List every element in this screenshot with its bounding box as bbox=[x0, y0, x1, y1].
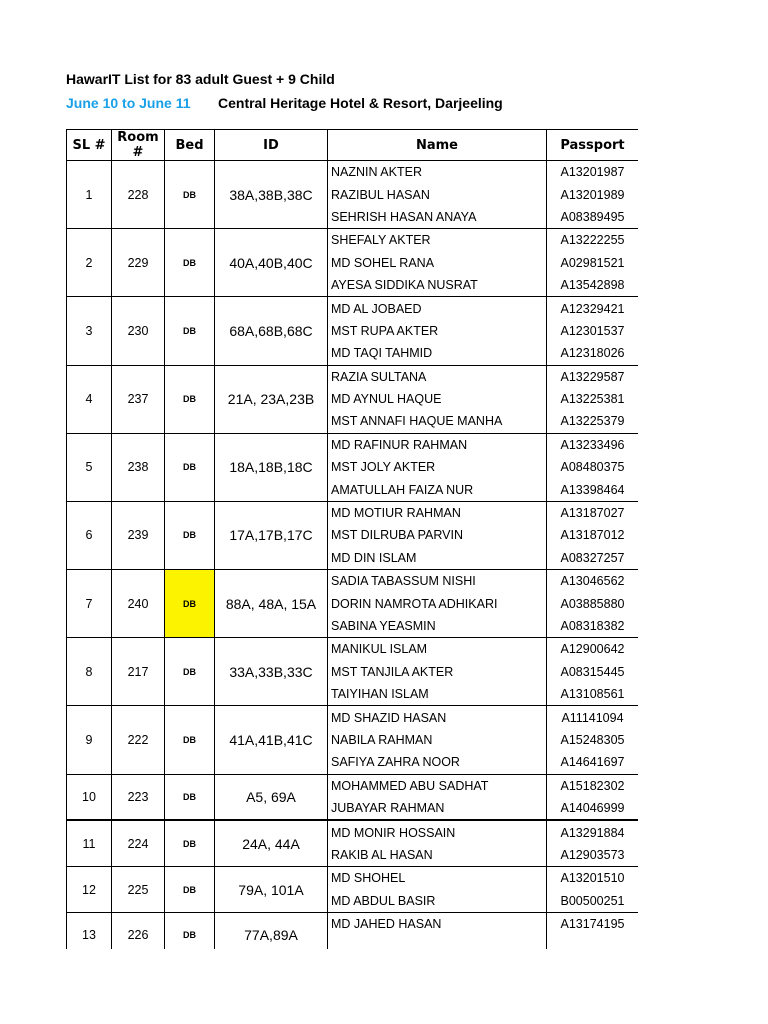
passport-cell: A15248305 bbox=[547, 729, 639, 751]
passport-cell: A15182302 bbox=[547, 774, 639, 797]
guest-name-cell: MD JAHED HASAN bbox=[328, 912, 547, 935]
guest-name-cell: MD SHAZID HASAN bbox=[328, 706, 547, 729]
id-cell: 77A,89A bbox=[215, 912, 328, 949]
sl-cell: 5 bbox=[67, 433, 112, 501]
guest-name-cell: JUBAYAR RAHMAN bbox=[328, 797, 547, 820]
id-cell: 17A,17B,17C bbox=[215, 501, 328, 569]
col-header-sl: SL # bbox=[67, 130, 112, 161]
passport-cell: A12329421 bbox=[547, 297, 639, 320]
bed-cell: DB bbox=[165, 365, 215, 433]
bed-cell: DB bbox=[165, 570, 215, 638]
bed-cell: DB bbox=[165, 774, 215, 820]
bed-cell: DB bbox=[165, 638, 215, 706]
passport-cell: A13398464 bbox=[547, 478, 639, 501]
sl-cell: 7 bbox=[67, 570, 112, 638]
sl-cell: 12 bbox=[67, 867, 112, 913]
guest-table-container bbox=[66, 129, 638, 949]
room-cell: 226 bbox=[112, 912, 165, 949]
bed-cell: DB bbox=[165, 706, 215, 774]
col-header-passport: Passport bbox=[547, 130, 639, 161]
guest-name-cell: MANIKUL ISLAM bbox=[328, 638, 547, 661]
table-body bbox=[67, 161, 639, 950]
guest-name-cell: DORIN NAMROTA ADHIKARI bbox=[328, 592, 547, 614]
passport-cell: A13222255 bbox=[547, 229, 639, 252]
guest-name-cell: SABINA YEASMIN bbox=[328, 615, 547, 638]
guest-name-cell: MD TAQI TAHMID bbox=[328, 342, 547, 365]
bed-cell: DB bbox=[165, 501, 215, 569]
id-cell: 18A,18B,18C bbox=[215, 433, 328, 501]
bed-cell: DB bbox=[165, 912, 215, 949]
guest-name-cell: SEHRISH HASAN ANAYA bbox=[328, 206, 547, 229]
bed-cell: DB bbox=[165, 161, 215, 229]
guest-name-cell: AMATULLAH FAIZA NUR bbox=[328, 478, 547, 501]
guest-name-cell bbox=[328, 935, 547, 949]
sl-cell: 1 bbox=[67, 161, 112, 229]
bed-cell: DB bbox=[165, 433, 215, 501]
passport-cell: A12318026 bbox=[547, 342, 639, 365]
table-row bbox=[67, 433, 639, 456]
sl-cell: 2 bbox=[67, 229, 112, 297]
date-range: June 10 to June 11 bbox=[66, 95, 191, 111]
id-cell: 40A,40B,40C bbox=[215, 229, 328, 297]
table-row bbox=[67, 706, 639, 729]
col-header-room: Room # bbox=[112, 130, 165, 161]
sl-cell: 9 bbox=[67, 706, 112, 774]
bed-cell: DB bbox=[165, 229, 215, 297]
guest-name-cell: MD MOTIUR RAHMAN bbox=[328, 501, 547, 524]
table-row bbox=[67, 774, 639, 797]
passport-cell: A13046562 bbox=[547, 570, 639, 593]
guest-name-cell: TAIYIHAN ISLAM bbox=[328, 683, 547, 706]
passport-cell: A08480375 bbox=[547, 456, 639, 478]
room-cell: 229 bbox=[112, 229, 165, 297]
table-row bbox=[67, 867, 639, 890]
passport-cell: A03885880 bbox=[547, 592, 639, 614]
id-cell: 38A,38B,38C bbox=[215, 161, 328, 229]
room-cell: 225 bbox=[112, 867, 165, 913]
document-title: HawarIT List for 83 adult Guest + 9 Child bbox=[66, 71, 335, 87]
guest-name-cell: RAZIA SULTANA bbox=[328, 365, 547, 388]
id-cell: 88A, 48A, 15A bbox=[215, 570, 328, 638]
table-row bbox=[67, 297, 639, 320]
table-row bbox=[67, 820, 639, 843]
col-header-id: ID bbox=[215, 130, 328, 161]
id-cell: 21A, 23A,23B bbox=[215, 365, 328, 433]
passport-cell: A02981521 bbox=[547, 252, 639, 274]
room-cell: 239 bbox=[112, 501, 165, 569]
room-cell: 223 bbox=[112, 774, 165, 820]
passport-cell: A08327257 bbox=[547, 547, 639, 570]
table-header-row bbox=[67, 130, 639, 161]
guest-name-cell: MST DILRUBA PARVIN bbox=[328, 524, 547, 546]
table-row bbox=[67, 365, 639, 388]
hotel-name: Central Heritage Hotel & Resort, Darjeeling bbox=[218, 95, 503, 111]
guest-name-cell: SAFIYA ZAHRA NOOR bbox=[328, 751, 547, 774]
id-cell: 79A, 101A bbox=[215, 867, 328, 913]
bed-cell: DB bbox=[165, 297, 215, 365]
bed-cell: DB bbox=[165, 867, 215, 913]
guest-name-cell: MD DIN ISLAM bbox=[328, 547, 547, 570]
guest-name-cell: MST TANJILA AKTER bbox=[328, 661, 547, 683]
passport-cell: A14641697 bbox=[547, 751, 639, 774]
room-cell: 222 bbox=[112, 706, 165, 774]
guest-name-cell: MST ANNAFI HAQUE MANHA bbox=[328, 410, 547, 433]
guest-name-cell: SADIA TABASSUM NISHI bbox=[328, 570, 547, 593]
guest-name-cell: MOHAMMED ABU SADHAT bbox=[328, 774, 547, 797]
passport-cell: B00500251 bbox=[547, 890, 639, 913]
room-cell: 224 bbox=[112, 820, 165, 866]
table-row bbox=[67, 570, 639, 593]
guest-name-cell: NABILA RAHMAN bbox=[328, 729, 547, 751]
passport-cell bbox=[547, 935, 639, 949]
id-cell: 68A,68B,68C bbox=[215, 297, 328, 365]
passport-cell: A12301537 bbox=[547, 320, 639, 342]
bed-cell: DB bbox=[165, 820, 215, 866]
room-cell: 237 bbox=[112, 365, 165, 433]
room-cell: 240 bbox=[112, 570, 165, 638]
table-row bbox=[67, 638, 639, 661]
passport-cell: A13225379 bbox=[547, 410, 639, 433]
room-cell: 228 bbox=[112, 161, 165, 229]
passport-cell: A13233496 bbox=[547, 433, 639, 456]
passport-cell: A08315445 bbox=[547, 661, 639, 683]
passport-cell: A13187027 bbox=[547, 501, 639, 524]
guest-name-cell: MD AYNUL HAQUE bbox=[328, 388, 547, 410]
room-cell: 230 bbox=[112, 297, 165, 365]
passport-cell: A08318382 bbox=[547, 615, 639, 638]
guest-name-cell: AYESA SIDDIKA NUSRAT bbox=[328, 274, 547, 297]
guest-name-cell: MD RAFINUR RAHMAN bbox=[328, 433, 547, 456]
guest-name-cell: MST RUPA AKTER bbox=[328, 320, 547, 342]
sl-cell: 8 bbox=[67, 638, 112, 706]
passport-cell: A13542898 bbox=[547, 274, 639, 297]
room-cell: 217 bbox=[112, 638, 165, 706]
passport-cell: A11141094 bbox=[547, 706, 639, 729]
passport-cell: A13187012 bbox=[547, 524, 639, 546]
sl-cell: 13 bbox=[67, 912, 112, 949]
guest-name-cell: MD ABDUL BASIR bbox=[328, 890, 547, 913]
table-row bbox=[67, 501, 639, 524]
passport-cell: A13291884 bbox=[547, 820, 639, 843]
passport-cell: A13229587 bbox=[547, 365, 639, 388]
id-cell: A5, 69A bbox=[215, 774, 328, 820]
col-header-name: Name bbox=[328, 130, 547, 161]
guest-name-cell: MD MONIR HOSSAIN bbox=[328, 820, 547, 843]
guest-name-cell: MD AL JOBAED bbox=[328, 297, 547, 320]
sl-cell: 4 bbox=[67, 365, 112, 433]
id-cell: 33A,33B,33C bbox=[215, 638, 328, 706]
passport-cell: A13201989 bbox=[547, 183, 639, 205]
subtitle bbox=[66, 95, 503, 111]
guest-name-cell: MD SHOHEL bbox=[328, 867, 547, 890]
guest-name-cell: SHEFALY AKTER bbox=[328, 229, 547, 252]
id-cell: 41A,41B,41C bbox=[215, 706, 328, 774]
id-cell: 24A, 44A bbox=[215, 820, 328, 866]
sl-cell: 6 bbox=[67, 501, 112, 569]
guest-table bbox=[66, 129, 638, 949]
col-header-bed: Bed bbox=[165, 130, 215, 161]
sl-cell: 3 bbox=[67, 297, 112, 365]
guest-name-cell: RAZIBUL HASAN bbox=[328, 183, 547, 205]
guest-name-cell: MD SOHEL RANA bbox=[328, 252, 547, 274]
table-row bbox=[67, 229, 639, 252]
sl-cell: 11 bbox=[67, 820, 112, 866]
passport-cell: A13108561 bbox=[547, 683, 639, 706]
guest-name-cell: RAKIB AL HASAN bbox=[328, 844, 547, 867]
passport-cell: A14046999 bbox=[547, 797, 639, 820]
passport-cell: A13225381 bbox=[547, 388, 639, 410]
table-row bbox=[67, 161, 639, 184]
guest-name-cell: NAZNIN AKTER bbox=[328, 161, 547, 184]
guest-name-cell: MST JOLY AKTER bbox=[328, 456, 547, 478]
passport-cell: A13201510 bbox=[547, 867, 639, 890]
table-row bbox=[67, 912, 639, 935]
passport-cell: A08389495 bbox=[547, 206, 639, 229]
passport-cell: A13174195 bbox=[547, 912, 639, 935]
passport-cell: A12900642 bbox=[547, 638, 639, 661]
passport-cell: A13201987 bbox=[547, 161, 639, 184]
passport-cell: A12903573 bbox=[547, 844, 639, 867]
room-cell: 238 bbox=[112, 433, 165, 501]
sl-cell: 10 bbox=[67, 774, 112, 820]
